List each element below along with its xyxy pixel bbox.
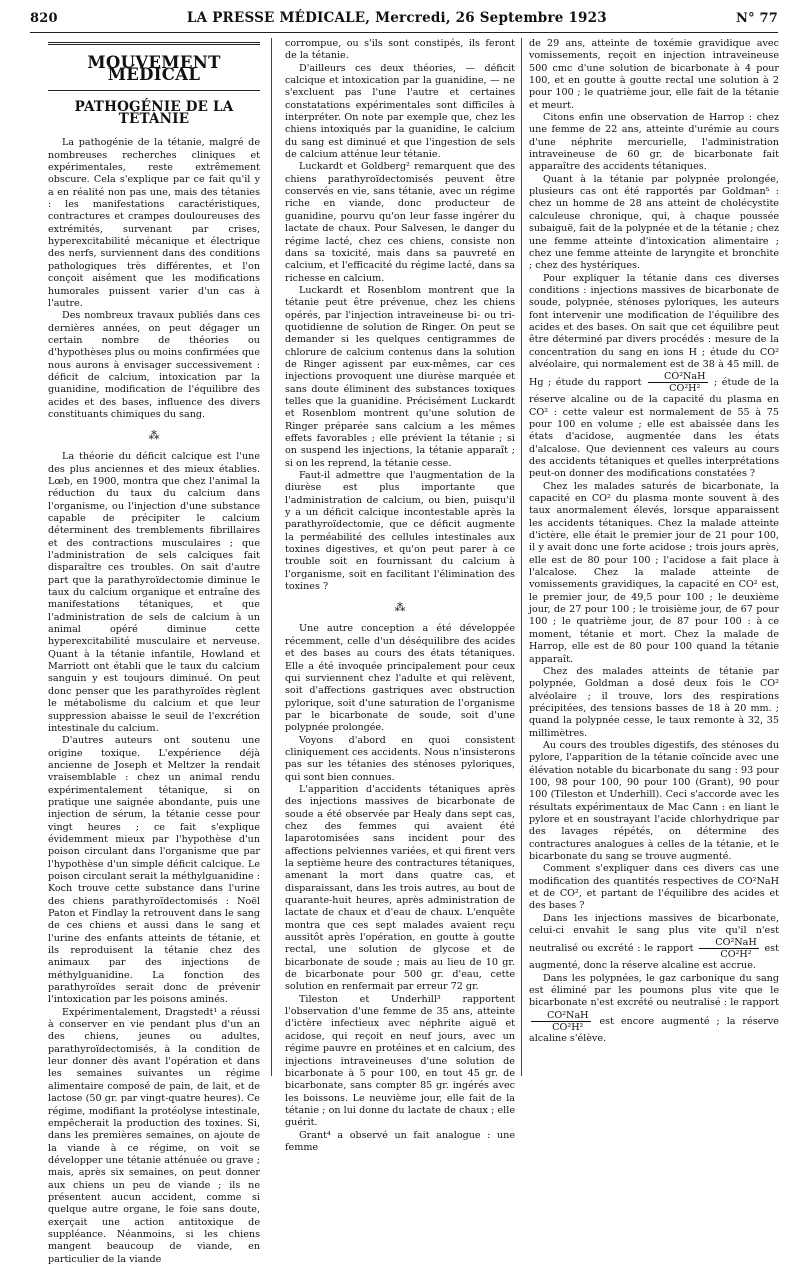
paragraph: Une autre conception a été développée récemment, celle d'un déséquilibre des acides et des bases au cours des états tétaniques. Elle a été invoquée principalement pour ceux qui surviennent chez l'adulte et qui relèvent, soit d'affections gastriques avec obstruction pylorique, soit d'une saturation de l'organisme par le bicarbonate de soude, soit d'une polypnée prolongée. <box>285 623 515 734</box>
paragraph: Tileston et Underhill³ rapportent l'observation d'une femme de 35 ans, atteinte d'ictère infectieux avec néphrite aiguë et acidose, qui reçoit en neuf jours, avec un régime pauvre en protéines et en calcium, des injections intraveineuses d'une solution de bicarbonate à 5 pour 100, en tout 45 gr. de bicarbonate, sans compter 85 gr. ingérés avec les boissons. Le neuvième jour, elle fait de la tétanie ; on lui donne du lactate de chaux ; elle guérit. <box>285 993 515 1129</box>
paragraph: Quant à la tétanie par polypnée prolongée, plusieurs cas ont été rapportés par Goldman⁵ : chez un homme de 28 ans atteint de cholécystite calculeuse chronique, qui, à chaque poussée subaiguë, fait de la polypnée et de la tétanie ; chez une femme atteinte d'intoxication alimentaire ; chez une femme atteinte de laryngite et bronchite ; chez des hystériques. <box>529 173 779 272</box>
fraction-denominator: CO²H² <box>669 383 701 395</box>
fraction-numerator: CO²NaH <box>699 937 759 949</box>
paragraph: Luckardt et Rosenblom montrent que la tétanie peut être prévenue, chez les chiens opérés, par l'injection intraveineuse bi- ou tri-quotidienne de solution de Ringer. On peut se demander si les quelques centigrammes de chlorure de calcium contenus dans la solution de Ringer agissent par eux-mêmes, car ces injections provoquent une diurèse marquée et sans doute éliminent des substances toxiques telles que la guanidine. Précisément Luckardt et Rosenblom montrent qu'une solution de Ringer préparée sans calcium a les mêmes effets favorables ; elle prévient la tétanie ; si on suspend les injections, la tétanie apparaît ; si on les reprend, la tétanie cesse. <box>285 284 515 469</box>
paragraph <box>529 913 779 973</box>
page-number: 820 <box>30 11 58 26</box>
section-title: MOUVEMENT MÉDICAL <box>87 53 221 85</box>
paragraph: L'apparition d'accidents tétaniques après des injections massives de bicarbonate de soude a été observée par Healy dans sept cas, chez des femmes qui avaient été laparotomisées sans incident pour des affections pelviennes variées, et qui firent vers la septième heure des contractures tétaniques, amenant la mort dans quatre cas, et disparaissant, dans les trois autres, au bout de quarante-huit heures, après administration de lactate de chaux et d'eau de chaux. L'enquête montra que ces sept malades avaient reçu aussitôt après l'opération, en goutte à goutte rectal, une solution de glycose et de bicarbonate de soude ; mais au lieu de 10 gr. de bicarbonate pour 500 gr. d'eau, cette solution en renfermait par erreur 72 gr. <box>285 783 515 993</box>
page-header <box>30 10 778 30</box>
column-divider <box>521 38 522 1076</box>
paragraph: Grant⁴ a observé un fait analogue : une femme <box>285 1129 515 1153</box>
header-rule <box>30 32 778 33</box>
section-rule <box>48 90 260 91</box>
paragraph: Luckardt et Goldberg² remarquent que des chiens parathyroïdectomisés peuvent être conservés en vie, sans tétanie, avec un régime riche en viande, donc producteur de guanidine, pourvu qu'on leur fasse ingérer du lactate de chaux. Pour Salvesen, le danger du régime lacté, chez ces chiens, consiste non dans sa toxicité, mais dans sa pauvreté en calcium, et l'efficacité du régime lacté, dans sa richesse en calcium. <box>285 161 515 284</box>
paragraph: Chez les malades saturés de bicarbonate, la capacité en CO² du plasma monte souvent à des taux anormalement élevés, lorsque apparaissent les accidents tétaniques. Chez la malade atteinte d'ictère, elle était le premier jour de 21 pour 100, il y avait donc une forte acidose ; trois jours après, elle est de 80 pour 100 ; l'acidose a fait place à l'alcalose. Chez la malade atteinte de vomissements gravidiques, la capacité en CO² est, le premier jour, de 49,5 pour 100 ; le deuxième jour, de 27 pour 100 ; le troisième jour, de 67 pour 100 ; le quatrième jour, de 87 pour 100 : à ce moment, tétanie et mort. Chez la malade de Harrop, elle est de 80 pour 100 quand la tétanie apparaît. <box>529 480 779 665</box>
paragraph: Des nombreux travaux publiés dans ces dernières années, on peut dégager un certain nombre de théories ou d'hypothèses plus ou moins confirmées que nous aurons à envisager successivement : déficit de calcium, intoxication par la guanidine, modification de l'équilibre des acides et des bases, influence des divers constituants chimiques du sang. <box>48 310 260 420</box>
paragraph <box>529 273 779 481</box>
paragraph: Chez des malades atteints de tétanie par polypnée, Goldman a dosé deux fois le CO² alvéolaire ; il trouve, lors des respirations précipitées, des tensions basses de 18 à 20 mm. ; quand la polypnée cesse, le taux remonte à 32, 35 millimètres. <box>529 665 779 739</box>
paragraph-text: est encore augmenté ; la réserve alcaline s'élève. <box>529 1015 779 1044</box>
paragraph: Au cours des troubles digestifs, des sténoses du pylore, l'apparition de la tétanie coïncide avec une élévation notable du bicarbonate du sang : 93 pour 100, 98 pour 100, 90 pour 100 (Grant), 90 pour 100 (Tileston et Underhill). Ceci s'accorde avec les résultats expérimentaux de Mac Cann : en liant le pylore et en soustrayant l'acide chlorhydrique par des lavages répétés, on détermine des contractures analogues à celles de la tétanie, et le bicarbonate du sang se trouve augmenté. <box>529 739 779 862</box>
paragraph: D'autres auteurs ont soutenu une origine toxique. L'expérience déjà ancienne de Joseph et Meltzer la rendait vraisemblable : chez un animal rendu expérimentalement tétanique, si on pratique une saignée abondante, puis une injection de sérum, la tétanie cesse pour vingt heures ; ce fait s'explique évidemment mieux par l'hypothèse d'un poison circulant dans l'organisme que par l'hypothèse d'un simple déficit calcique. Le poison circulant serait la méthylguanidine : Koch trouve cette substance dans l'urine des chiens parathyroïdectomisés : Noël Paton et Findlay la retrouvent dans le sang de ces chiens et aussi dans le sang et l'urine des enfants atteints de tétanie, et ils reproduisent la tétanie chez des animaux par des injections de méthylguanidine. La fonction des parathyroïdes serait donc de prévenir l'intoxication par les poisons aminés. <box>48 735 261 1006</box>
paragraph: La théorie du déficit calcique est l'une des plus anciennes et des mieux établies. Lœb, en 1900, montra que chez l'animal la réduction du taux du calcium dans l'organisme, ou l'injection d'une substance capable de précipiter le calcium déterminent des tremblements fibrillaires et des contractions musculaires ; que l'administration de sels calciques fait disparaître ces troubles. On sait d'autre part que la parathyroïdectomie diminue le taux du calcium organique et entraîne des manifestations tétaniques, et que l'administration de sels de calcium à un animal opéré diminue cette hyperexcitabilité musculaire et nerveuse. Quant à la tétanie infantile, Howland et Marriott ont établi que le taux du calcium sanguin y est toujours diminué. On peut donc penser que les parathyroïdes règlent le métabolisme du calcium et que leur suppression abaisse le seuil de l'excrétion intestinale du calcium. <box>48 451 260 734</box>
issue-number: N° 77 <box>736 11 778 26</box>
paragraph: D'ailleurs ces deux théories, — déficit calcique et intoxication par la guanidine, — ne s'excluent pas l'une l'autre et certaines constatations expérimentales sont difficiles à interpréter. On note par exemple que, chez les chiens intoxiqués par la guanidine, le calcium du sang est diminué et que l'ingestion de sels de calcium atténue leur tétanie. <box>285 62 515 161</box>
paragraph: de 29 ans, atteinte de toxémie gravidique avec vomissements, reçoit en injection intraveineuse 500 cmc d'une solution de bicarbonate à 4 pour 100, et en goutte à goutte rectal une solution à 2 pour 100 ; le quatrième jour, elle fait de la tétanie et meurt. <box>529 38 779 111</box>
fraction-denominator: CO²H² <box>552 1021 584 1033</box>
paragraph: Voyons d'abord en quoi consistent cliniquement ces accidents. Nous n'insisterons pas sur les tétanies des sténoses pyloriques, qui sont bien connues. <box>285 734 515 783</box>
fraction-numerator: CO²NaH <box>531 1010 591 1022</box>
paragraph-text: est augmenté, donc la réserve alcaline est accrue. <box>529 943 779 972</box>
paragraph <box>529 973 779 1045</box>
section-separator: ⁂ <box>148 429 160 443</box>
paragraph-text: ; étude de la réserve alcaline ou de la capacité du plasma en CO² : cette valeur est normalement de 55 à 75 pour 100 en volume ; elle est abaissée dans les états d'acidose, augmentée dans les états d'alcalose. Que deviennent ces valeurs au cours des accidents tétaniques et quelles interprétations peut-on donner des modifications constatées ? <box>529 377 779 480</box>
fraction-numerator: CO²NaH <box>648 371 708 383</box>
paragraph-text: Dans les polypnées, le gaz carbonique du sang est éliminé par les poumons plus vite que le bicarbonate n'est excrété ou neutralisé : le rapport <box>529 972 779 1009</box>
section-separator: ⁂ <box>394 601 406 615</box>
paragraph: La pathogénie de la tétanie, malgré de nombreuses recherches cliniques et expérimentales, reste extrêmement obscure. Cela s'explique par ce fait qu'il y a en réalité non pas une, mais des tétanies : les manifestations caractéristiques, contractures et crampes douloureuses des extrémités, survenant par crises, hyperexcitabilité mécanique et électrique des nerfs, surviennent dans des conditions pathologiques très différentes, et l'on conçoit aisément que les modifications humorales puissent varier d'un cas à l'autre. <box>48 137 260 309</box>
paragraph: Citons enfin une observation de Harrop : chez une femme de 22 ans, atteinte d'urémie au cours d'une néphrite mercurielle, l'administration intraveineuse de 60 gr. de bicarbonate fait apparaître des accidents tétaniques. <box>529 112 779 173</box>
paragraph-text: Pour expliquer la tétanie dans ces diverses conditions : injections massives de bicarbonate de soude, polypnée, sténoses pyloriques, les auteurs font intervenir une modification de l'équilibre des acides et des bases. On sait que cet équilibre peut être déterminé par divers procédés : mesure de la concentration du sang en ions H ; étude du CO² alvéolaire, qui normalement est de 38 à 45 mill. de Hg ; étude du rapport <box>529 272 779 389</box>
paragraph: Comment s'expliquer dans ces divers cas une modification des quantités respectives de CO²NaH et de CO², et partant de l'équilibre des acides et des bases ? <box>529 863 779 912</box>
journal-title: LA PRESSE MÉDICALE, Mercredi, 26 Septembre 1923 <box>186 10 607 26</box>
fraction-denominator: CO²H² <box>720 949 752 961</box>
column-divider <box>271 38 272 1076</box>
column-2 <box>285 38 515 1153</box>
column-3 <box>529 38 779 1076</box>
paragraph: Faut-il admettre que l'augmentation de la diurèse est plus importante que l'administration de calcium, ou bien, puisqu'il y a un déficit calcique incontestable après la parathyroïdectomie, que ce déficit augmente la perméabilité des cellules intestinales aux toxines digestives, et qu'on peut parer à ce trouble soit en fournissant du calcium à l'organisme, soit en facilitant l'élimination des toxines ? <box>285 470 515 593</box>
article-title: PATHOGÉNIE DE LA TÉTANIE <box>74 98 234 128</box>
column-1 <box>48 38 261 1265</box>
paragraph: Expérimentalement, Dragstedt¹ a réussi à conserver en vie pendant plus d'un an des chiens, jeunes ou adultes, parathyroïdectomisés, à la condition de leur donner dès avant l'opération et dans les semaines suivantes un régime alimentaire composé de pain, de lait, et de lactose (50 gr. par vingt-quatre heures). Ce régime, modifiant la protéolyse intestinale, empêcherait la production des toxines. Si, dans les premières semaines, on ajoute de la viande à ce régime, on voit se développer une tétanie atténuée ou grave ; mais, après six semaines, on peut donner aux chiens un peu de viande ; ils ne présentent aucun accident, comme si quelque autre organe, le foie sans doute, exerçait une action antitoxique de suppléance. Néanmoins, si les chiens mangent beaucoup de viande, en particulier de la viande <box>48 1006 260 1265</box>
ratio-fraction <box>531 1010 591 1033</box>
ratio-fraction <box>699 937 759 960</box>
paragraph: corrompue, ou s'ils sont constipés, ils feront de la tétanie. <box>285 38 515 62</box>
ratio-fraction <box>648 371 708 394</box>
paragraph-text: Dans les injections massives de bicarbonate, celui-ci envahit le sang plus vite qu'il n'est neutralisé ou excrété : le rapport <box>529 912 779 955</box>
section-rule <box>48 42 260 45</box>
